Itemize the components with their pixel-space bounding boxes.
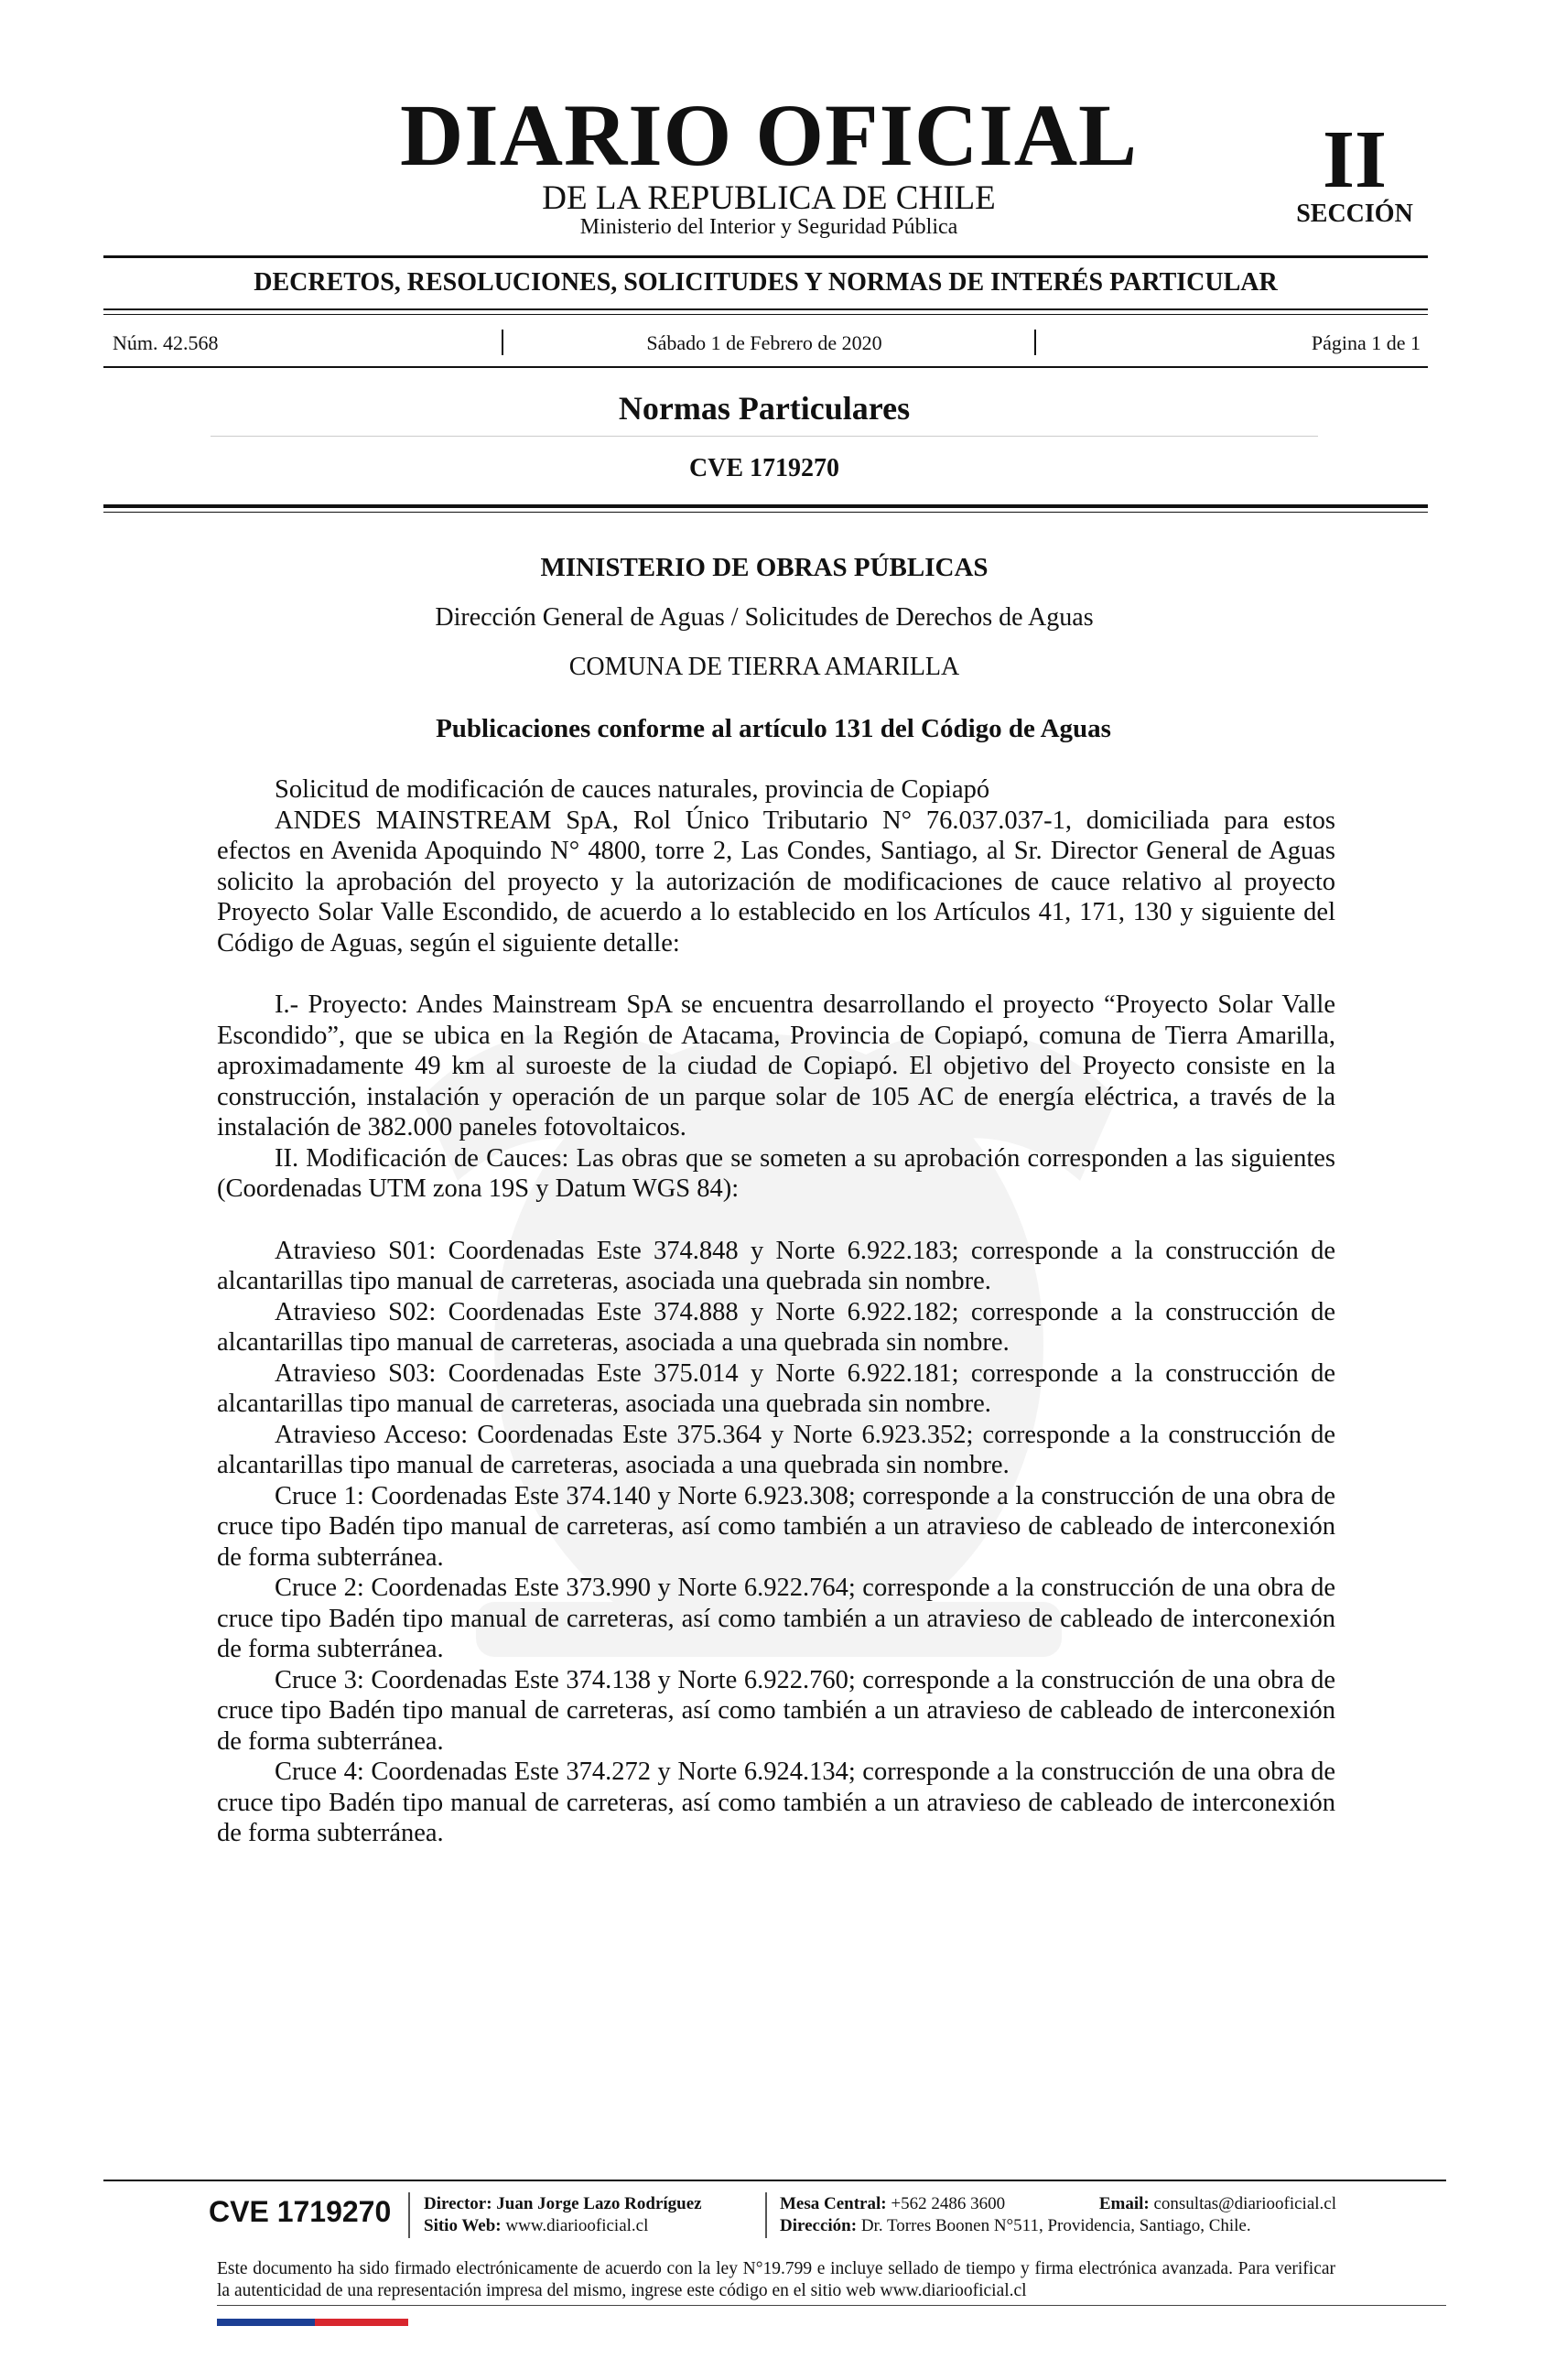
body-paragraph: Atravieso S01: Coordenadas Este 374.848 y Norte 6.922.183; corresponde a la construcción de alcantarillas tipo manual de carreteras, asociada una quebrada sin nombre. bbox=[217, 1236, 1335, 1295]
section-label: SECCIÓN bbox=[1296, 200, 1413, 228]
newspaper-subtitle: DE LA REPUBLICA DE CHILE bbox=[542, 179, 996, 217]
issue-number: Núm. 42.568 bbox=[113, 331, 219, 354]
director-name: Juan Jorge Lazo Rodríguez bbox=[496, 2194, 702, 2213]
meta-separator bbox=[1034, 330, 1036, 355]
issue-date: Sábado 1 de Febrero de 2020 bbox=[646, 331, 882, 354]
phone-number: +562 2486 3600 bbox=[891, 2194, 1006, 2213]
section-heading: Normas Particulares bbox=[618, 390, 911, 427]
email-link[interactable]: consultas@diariooficial.cl bbox=[1153, 2194, 1336, 2213]
body-paragraph: Cruce 4: Coordenadas Este 374.272 y Norte 6.924.134; corresponde a la construcción de una obra de cruce tipo Badén tipo manual de carreteras, así como también a un atravieso de cableado de interconexión de forma subterránea. bbox=[217, 1758, 1335, 1847]
body-paragraph: Cruce 1: Coordenadas Este 374.140 y Norte 6.923.308; corresponde a la construcción de una obra de cruce tipo Badén tipo manual de carreteras, así como también a un atravieso de cableado de interconexión de forma subterránea. bbox=[217, 1481, 1335, 1572]
heading-divider bbox=[211, 436, 1318, 437]
newspaper-ministry: Ministerio del Interior y Seguridad Pública bbox=[579, 215, 958, 239]
cve-rule-1 bbox=[103, 504, 1428, 508]
document-body bbox=[217, 774, 1335, 1849]
document-direccion: Dirección General de Aguas / Solicitudes de Derechos de Aguas bbox=[435, 603, 1094, 632]
masthead-rule-mid bbox=[103, 308, 1428, 310]
body-paragraph: Atravieso S02: Coordenadas Este 374.888 y Norte 6.922.182; corresponde a la construcción de alcantarillas tipo manual de carreteras, asociada a una quebrada sin nombre. bbox=[217, 1297, 1335, 1357]
body-paragraph: Cruce 3: Coordenadas Este 374.138 y Norte 6.922.760; corresponde a la construcción de una obra de cruce tipo Badén tipo manual de carreteras, así como también a un atravieso de cableado de interconexión de forma subterránea. bbox=[217, 1665, 1335, 1756]
masthead-rule-mid-2 bbox=[103, 314, 1428, 315]
document-ministerio: MINISTERIO DE OBRAS PÚBLICAS bbox=[540, 553, 989, 582]
footer-separator bbox=[408, 2192, 410, 2238]
document-comuna: COMUNA DE TIERRA AMARILLA bbox=[568, 653, 960, 681]
footer-notice: Este documento ha sido firmado electrónicamente de acuerdo con la ley N°19.799 e incluye sellado de tiempo y firma electrónica avanzada. Para verificar la autenticidad de una representación impresa del mismo, ingrese este código en el sitio web www.diariooficial.cl bbox=[217, 2259, 1335, 2300]
footer-separator bbox=[765, 2192, 767, 2238]
footer-rule bbox=[103, 2180, 1446, 2181]
site-label: Sitio Web: bbox=[424, 2216, 502, 2235]
email-label: Email: bbox=[1098, 2194, 1150, 2213]
cve-rule-2 bbox=[103, 512, 1428, 513]
director-label: Director: bbox=[424, 2194, 492, 2213]
address-text: Dr. Torres Boonen N°511, Providencia, Santiago, Chile. bbox=[860, 2216, 1251, 2235]
newspaper-title: DIARIO OFICIAL bbox=[399, 86, 1139, 184]
issue-page: Página 1 de 1 bbox=[1311, 331, 1421, 354]
body-paragraph: I.- Proyecto: Andes Mainstream SpA se encuentra desarrollando el proyecto “Proyecto Solar Valle Escondido”, que se ubica en la Región de Atacama, Provincia de Copiapó, comuna de Tierra Amarilla, aproximadamente 49 km al suroeste de la ciudad de Copiapó. El objetivo del Proyecto consiste en la construcción, instalación y operación de un parque solar de 105 AC de energía eléctrica, a través de la instalación de 382.000 paneles fotovoltaicos. bbox=[217, 990, 1335, 1141]
footer-director-block bbox=[424, 2193, 702, 2237]
footer-bottom-rule bbox=[217, 2305, 1446, 2306]
body-paragraph: Solicitud de modificación de cauces naturales, provincia de Copiapó bbox=[275, 775, 990, 804]
meta-rule bbox=[103, 366, 1428, 368]
footer-contact-block bbox=[780, 2193, 1336, 2237]
cve-header: CVE 1719270 bbox=[688, 454, 840, 482]
phone-label: Mesa Central: bbox=[780, 2194, 887, 2213]
body-paragraph: Atravieso S03: Coordenadas Este 375.014 y Norte 6.922.181; corresponde a la construcción de alcantarillas tipo manual de carreteras, asociada una quebrada sin nombre. bbox=[217, 1358, 1335, 1418]
section-banner: DECRETOS, RESOLUCIONES, SOLICITUDES Y NORMAS DE INTERÉS PARTICULAR bbox=[254, 268, 1278, 297]
body-paragraph: Atravieso Acceso: Coordenadas Este 375.364 y Norte 6.923.352; corresponde a la construcción de alcantarillas tipo manual de carreteras, asociada a una quebrada sin nombre. bbox=[217, 1420, 1335, 1479]
body-paragraph: II. Modificación de Cauces: Las obras que se someten a su aprobación corresponden a las siguientes (Coordenadas UTM zona 19S y Datum WGS 84): bbox=[217, 1143, 1335, 1203]
document-publicaciones: Publicaciones conforme al artículo 131 del Código de Aguas bbox=[436, 714, 1111, 743]
flag-stripe-red bbox=[315, 2319, 408, 2326]
body-paragraph: Cruce 2: Coordenadas Este 373.990 y Norte 6.922.764; corresponde a la construcción de una obra de cruce tipo Badén tipo manual de carreteras, así como también a un atravieso de cableado de interconexión de forma subterránea. bbox=[217, 1574, 1335, 1663]
section-number: II bbox=[1322, 114, 1388, 205]
footer-cve: CVE 1719270 bbox=[209, 2195, 392, 2228]
flag-stripe-blue bbox=[217, 2319, 315, 2326]
site-link[interactable]: www.diariooficial.cl bbox=[505, 2216, 649, 2235]
masthead-rule-top bbox=[103, 255, 1428, 258]
body-paragraph: ANDES MAINSTREAM SpA, Rol Único Tributario N° 76.037.037-1, domiciliada para estos efectos en Avenida Apoquindo N° 4800, torre 2, Las Condes, Santiago, al Sr. Director General de Aguas solicito la aprobación del proyecto y la autorización de modificaciones de cauce relativo al proyecto Proyecto Solar Valle Escondido, de acuerdo a lo establecido en los Artículos 41, 171, 130 y siguiente del Código de Aguas, según el siguiente detalle: bbox=[217, 806, 1335, 957]
address-label: Dirección: bbox=[780, 2216, 858, 2235]
